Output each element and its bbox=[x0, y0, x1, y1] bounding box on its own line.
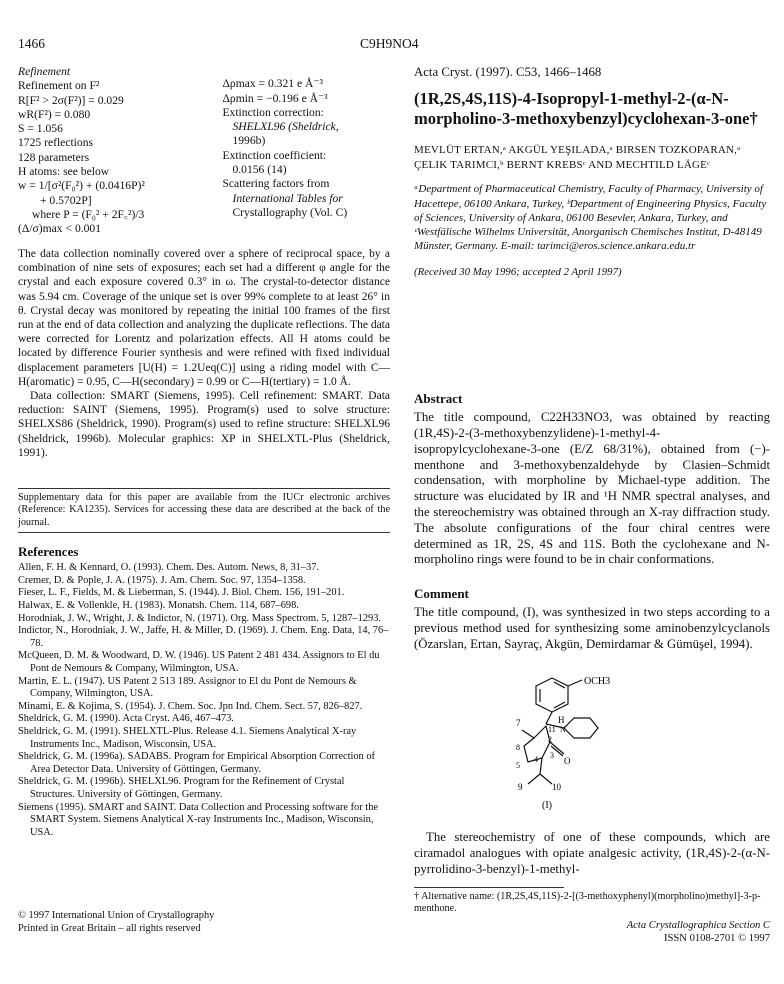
refinement-line: 1725 reflections bbox=[18, 136, 94, 150]
refinement-line: (Δ/σ)max < 0.001 bbox=[18, 222, 102, 236]
reference-item: Allen, F. H. & Kennard, O. (1993). Chem. Des. Autom. News, 8, 31–37. bbox=[18, 562, 320, 574]
refinement-left-list bbox=[18, 79, 222, 236]
comment-continued bbox=[414, 830, 770, 877]
copyright-line: © 1997 International Union of Crystallography bbox=[18, 910, 215, 921]
article-header bbox=[414, 65, 770, 280]
reference-item: Martin, E. L. (1947). US Patent 2 513 189. Assignor to El du Pont de Nemours & Company, Wilmington, USA. bbox=[18, 675, 357, 700]
references-heading: References bbox=[18, 544, 79, 559]
printed-line: Printed in Great Britain – all rights reserved bbox=[18, 922, 201, 934]
reference-item: Sheldrick, G. M. (1990). Acta Cryst. A46, 467–473. bbox=[18, 713, 234, 725]
atom-label: 10 bbox=[552, 782, 561, 792]
compound-label: (I) bbox=[542, 800, 552, 811]
received-dates: (Received 30 May 1996; accepted 2 April 1997) bbox=[414, 266, 622, 279]
atom-label: 11 bbox=[548, 725, 556, 734]
refinement-line: International Tables for bbox=[232, 191, 343, 205]
reference-item: McQueen, D. M. & Woodward, D. W. (1946). US Patent 2 481 434. Assignors to El du Pont de Nemours & Company, Wilmington, USA. bbox=[18, 650, 380, 675]
abstract-text: The title compound, C22H33NO3, was obtained by reacting (1R,4S)-2-(3-methoxybenzylidene)-1-methyl-4-isopropylcyclohexane-3-one (E/Z 68/31%), obtained from (−)-menthone and 3-methoxybenzaldehyde by Clasien–Schmidt condensation, with morpholine by Michael-type addition. The structure was elucidated by IR and ¹H NMR spectral analyses, and the stereochemistry was obtained through an X-ray diffraction study. The absolute configurations of the four chiral centres were determined as 1R, 2S, 4S and 11S. Both the cyclohexane and N-morpholino rings were found to be in chair conformations. bbox=[414, 410, 770, 567]
refinement-line: Extinction coefficient: bbox=[222, 148, 327, 162]
reference-item: Sheldrick, G. M. (1996a). SADABS. Program for Empirical Absorption Correction of Area Detector Data. University of Göttingen, Germany. bbox=[18, 751, 375, 775]
supplementary-note bbox=[18, 492, 390, 529]
abstract-section bbox=[414, 392, 770, 568]
journal-name: Acta Crystallographica Section C bbox=[626, 920, 770, 931]
refinement-line: 1996b) bbox=[232, 134, 266, 148]
footnote: † Alternative name: (1R,2S,4S,11S)-2-[(3-methoxyphenyl)(morpholino)methyl]-3-p-menthone. bbox=[414, 891, 761, 915]
refinement-line: Crystallography (Vol. C) bbox=[232, 205, 348, 219]
atom-label: 5 bbox=[516, 761, 520, 770]
refinement-line: SHELXL96 (Sheldrick, bbox=[232, 120, 339, 134]
refinement-line: 128 parameters bbox=[18, 150, 90, 164]
atom-label: 4 bbox=[534, 755, 538, 764]
article-title: (1R,2S,4S,11S)-4-Isopropyl-1-methyl-2-(α-N-morpholino-3-methoxybenzyl)cyclohexan-3-one† bbox=[414, 89, 758, 129]
chemical-structure-diagram bbox=[494, 676, 684, 826]
reference-item: Indictor, N., Horodniak, J. W., Jaffe, H. & Miller, D. (1969). J. Chem. Eng. Data, 14, 76–78. bbox=[18, 625, 389, 649]
reference-item: Fieser, L. F., Fields, M. & Lieberman, S. (1944). J. Biol. Chem. 156, 191–201. bbox=[18, 587, 345, 599]
atom-label: H bbox=[558, 715, 565, 725]
refinement-line: R[F² > 2σ(F²)] = 0.029 bbox=[18, 93, 124, 107]
refinement-line: Scattering factors from bbox=[222, 177, 330, 191]
refinement-section bbox=[18, 65, 390, 237]
references-list bbox=[18, 562, 390, 839]
refinement-line: w = 1/[σ²(F₀²) + (0.0416P)² bbox=[18, 179, 145, 193]
substituent-label: OCH3 bbox=[584, 676, 611, 687]
refinement-line: Extinction correction: bbox=[222, 105, 324, 119]
refinement-line: Refinement on F² bbox=[18, 79, 100, 93]
reference-item: Halwax, E. & Vollenkle, H. (1983). Monatsh. Chem. 114, 687–698. bbox=[18, 600, 299, 612]
reference-item: Sheldrick, G. M. (1996b). SHELXL96. Program for the Refinement of Crystal Structures. University of Göttingen, Germany. bbox=[18, 776, 345, 800]
comment-section bbox=[414, 587, 770, 653]
refinement-line: wR(F²) = 0.080 bbox=[18, 107, 91, 121]
comment-heading: Comment bbox=[414, 586, 469, 601]
issn: ISSN 0108-2701 © 1997 bbox=[663, 933, 770, 944]
reference-item: Minami, E. & Kojima, S. (1954). J. Chem. Soc. Jpn Ind. Chem. Sect. 57, 826–827. bbox=[18, 700, 363, 712]
programs-paragraph: Data collection: SMART (Siemens, 1995). Cell refinement: SMART. Data reduction: SAINT (Siemens, 1995). Program(s) used to solve structure: SHELXS86 (Sheldrick, 1990). Program(s) used to refine structure: SHELXL96 (Sheldrick, 1996b). Molecular graphics: XP in SHELXTL-Plus (Sheldrick, 1991). bbox=[18, 390, 390, 459]
experimental-text bbox=[18, 247, 390, 460]
reference-item: Cremer, D. & Pople, J. A. (1975). J. Am. Chem. Soc. 97, 1354–1358. bbox=[18, 574, 306, 586]
atom-label: O bbox=[564, 756, 571, 766]
morpholine-ring bbox=[564, 718, 598, 738]
affiliations: ᵃDepartment of Pharmaceutical Chemistry, Faculty of Pharmacy, University of Hacettepe, 06100 Ankara, Turkey, ᵇDepartment of Engineering Physics, Faculty of Sciences, University of Ankara, 06100 Besevler, Ankara, Turkey, and ᶜWestfälische Wilhelms Universität, Anorganisch Chemisches Institut, D-48149 Münster, Germany. E-mail: tarimci@eros.science.ankara.edu.tr bbox=[414, 183, 767, 253]
refinement-heading: Refinement bbox=[18, 65, 71, 78]
refinement-line: + 0.5702P] bbox=[40, 193, 92, 207]
running-formula: C9H9NO4 bbox=[360, 36, 419, 51]
atom-label: N bbox=[560, 725, 566, 734]
divider bbox=[18, 532, 390, 533]
atom-label: 7 bbox=[516, 718, 521, 728]
atom-label: 9 bbox=[518, 782, 523, 792]
atom-label: 2 bbox=[548, 735, 552, 744]
experimental-paragraph: The data collection nominally covered over a sphere of reciprocal space, by a combination of nine sets of exposures; each set had a different φ angle for the crystal and each exposure covered 0.3° in ω. The crystal-to-detector distance was 5.94 cm. Coverage of the unique set is over 99% complete to at least 26° in θ. Crystal decay was monitored by repeating the initial 100 frames of the first run at the end of data collection and analyzing the duplicate reflections. The data were corrected for Lorentz and polarization effects. All H atoms could be located by difference Fourier synthesis and were refined with fixed individual displacement parameters [U(H) = 1.2Ueq(C)] using a riding model with C—H(aromatic) = 0.95, C—H(secondary) = 0.99 or C—H(tertiary) = 1.0 Å. bbox=[18, 248, 390, 388]
page-number: 1466 bbox=[18, 36, 45, 51]
comment-paragraph: The stereochemistry of one of these compounds, which are ciramadol analogues with opiate analgesic activity, (1R,4S)-2-(α-N-pyrrolidino-3-benzyl)-1-methyl- bbox=[414, 830, 770, 876]
footnote-divider bbox=[414, 887, 564, 888]
atom-label: 8 bbox=[516, 743, 520, 752]
copyright-footer bbox=[18, 910, 390, 935]
comment-paragraph: The title compound, (I), was synthesized in two steps according to a previous method used for synthesizing some aminobenzylcyclanols (Özarslan, Ertan, Sayraç, Akgün, Demirdamar & Gümüşel, 1994). bbox=[414, 605, 770, 651]
refinement-line: S = 1.056 bbox=[18, 122, 63, 136]
journal-footer bbox=[588, 919, 770, 945]
reference-item: Horodniak, J. W., Wright, J. & Indictor, N. (1971). Org. Mass Spectrom. 5, 1287–1293. bbox=[18, 612, 382, 624]
reference-item: Sheldrick, G. M. (1991). SHELXTL-Plus. Release 4.1. Siemens Analytical X-ray Instruments Inc., Madison, Wisconsin, USA. bbox=[18, 726, 357, 750]
refinement-line: 0.0156 (14) bbox=[232, 163, 287, 177]
refinement-right-list bbox=[222, 77, 390, 236]
refinement-line: Δρmin = −0.196 e Å⁻³ bbox=[222, 91, 328, 105]
refinement-line: where P = (F₀² + 2F꜀²)/3 bbox=[32, 207, 145, 221]
benzene-ring bbox=[536, 678, 568, 712]
authors: MEVLÜT ERTAN,ᵃ AKGÜL YEŞILADA,ᵃ BIRSEN TOZKOPARAN,ᵃ ÇELIK TARIMCI,ᵇ BERNT KREBSᶜ AND MECHTILD LÄGEᶜ bbox=[414, 144, 741, 171]
references-section bbox=[18, 545, 390, 839]
atom-label: 3 bbox=[550, 751, 554, 760]
abstract-heading: Abstract bbox=[414, 391, 463, 406]
reference-item: Siemens (1995). SMART and SAINT. Data Collection and Processing software for the SMART System. Siemens Analytical X-ray Instruments Inc., Madison, Wisconsin, USA. bbox=[18, 801, 379, 838]
supplementary-text: Supplementary data for this paper are available from the IUCr electronic archives (Reference: KA1235). Services for accessing these data are described at the back of the journal. bbox=[18, 492, 390, 528]
citation: Acta Cryst. (1997). C53, 1466–1468 bbox=[414, 65, 602, 79]
divider bbox=[18, 488, 390, 489]
refinement-line: H atoms: see below bbox=[18, 165, 110, 179]
refinement-line: Δρmax = 0.321 e Å⁻³ bbox=[222, 77, 323, 91]
